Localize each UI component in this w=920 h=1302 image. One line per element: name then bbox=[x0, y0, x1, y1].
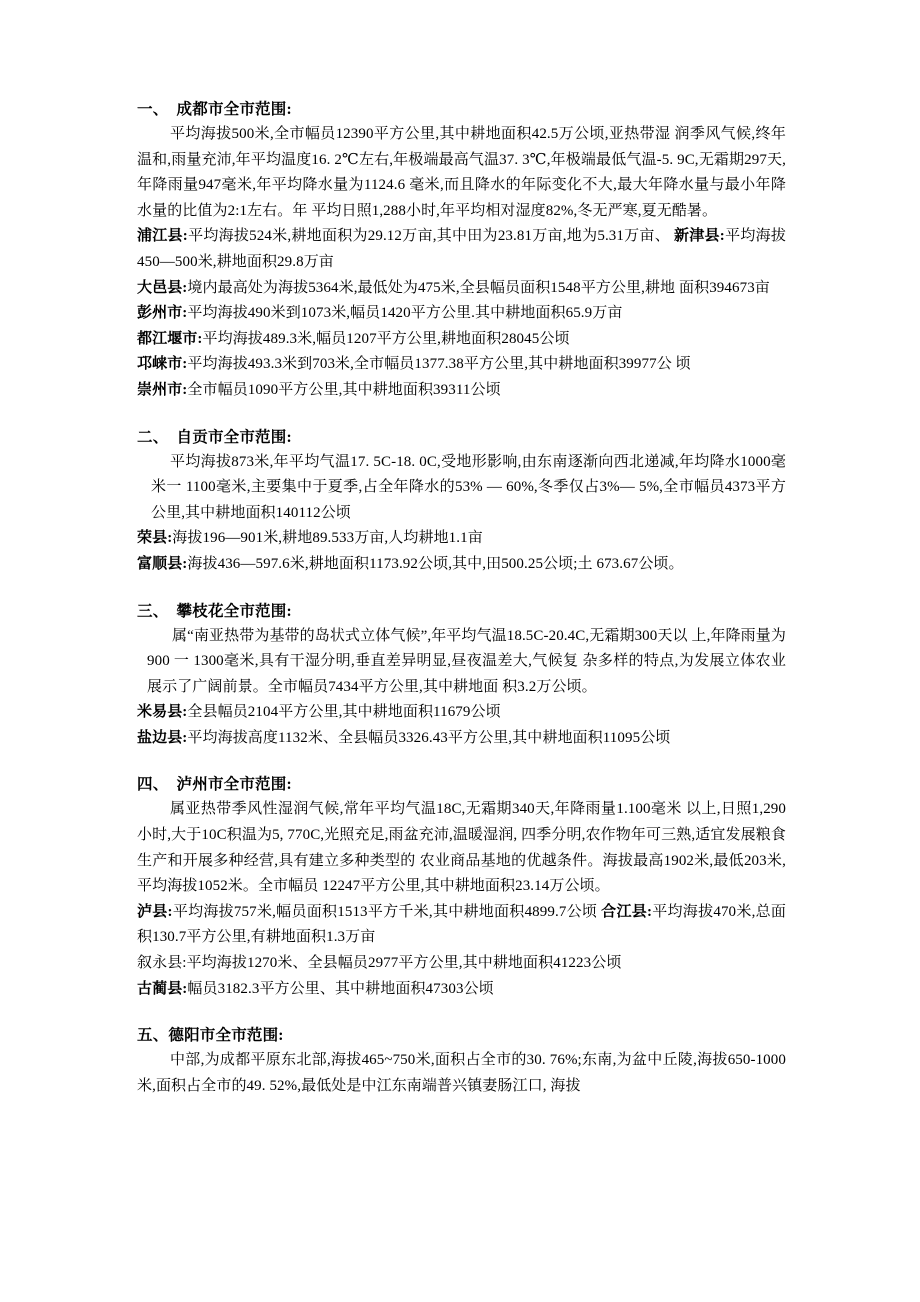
entry-text: 全县幅员2104平方公里,其中耕地面积11679公顷 bbox=[187, 704, 501, 721]
entry-label-secondary: 新津县: bbox=[674, 228, 725, 245]
entry-label: 浦江县: bbox=[137, 228, 188, 245]
entry-line bbox=[137, 726, 786, 752]
section-deyang bbox=[137, 1023, 786, 1099]
section-heading: 四、 泸州市全市范围: bbox=[137, 776, 292, 794]
entry-text: 平均海拔1270米、全县幅员2977平方公里,其中耕地面积41223公顷 bbox=[186, 955, 622, 972]
entry-line bbox=[137, 224, 786, 275]
section-luzhou bbox=[137, 772, 786, 1002]
section-heading: 三、 攀枝花全市范围: bbox=[137, 602, 292, 620]
entry-line bbox=[137, 378, 786, 404]
entry-label: 富顺县: bbox=[137, 555, 188, 572]
section-heading: 五、德阳市全市范围: bbox=[137, 1027, 284, 1045]
document-body bbox=[137, 97, 786, 1099]
entry-line bbox=[137, 552, 786, 578]
entry-line bbox=[137, 951, 786, 977]
entry-label: 彭州市: bbox=[137, 305, 188, 322]
entry-label: 都江堰市: bbox=[137, 330, 203, 347]
entry-line bbox=[137, 301, 786, 327]
section-zigong bbox=[137, 425, 786, 578]
section-paragraph: 中部,为成都平原东北部,海拔465~750米,面积占全市的30. 76%;东南,为盆中丘陵,海拔650-1000米,面积占全市的49. 52%,最低处是中江东南端普兴镇妻肠江口, 海拔 bbox=[137, 1052, 786, 1094]
entry-text-secondary: 平均海拔450—500米,耕地面积29.8万亩 bbox=[137, 228, 786, 270]
entry-label: 叙永县: bbox=[137, 955, 187, 972]
section-spacer bbox=[137, 578, 786, 599]
entry-text-secondary: 平均海拔470米,总面积130.7平方公里,有耕地面积1.3万亩 bbox=[137, 903, 786, 946]
section-paragraph: 平均海拔500米,全市幅员12390平方公里,其中耕地面积42.5万公顷,亚热带湿 润季风气候,终年温和,雨量充沛,年平均温度16. 2℃左右,年极端最高气温37. 3℃,年极端最低气温-5. 9C,无霜期297天,年降雨量947毫米,年平均降水量为1124.6 毫米,而且降水的年际变化不大,最大年降水量与最小年降水量的比值为2:1左右。年 平均日照1,288小时,年平均相对湿度82%,冬无严寒,夏无酷暑。 bbox=[137, 126, 786, 219]
entry-text: 平均海拔489.3米,幅员1207平方公里,耕地面积28045公顷 bbox=[202, 330, 570, 347]
entry-text: 平均海拔490米到1073米,幅员1420平方公里.其中耕地面积65.9万亩 bbox=[187, 305, 623, 322]
entry-text: 平均海拔高度1132米、全县幅员3326.43平方公里,其中耕地面积11095公顷 bbox=[187, 729, 671, 746]
section-paragraph: 属“南亚热带为基带的岛状式立体气候”,年平均气温18.5C-20.4C,无霜期300天以 上,年降雨量为900 一 1300毫米,具有干湿分明,垂直差异明显,昼夜温差大,气候复 杂多样的特点,为发展立体农业展示了广阔前景。全市幅员7434平方公里,其中耕地面 积3.2万公顷。 bbox=[147, 627, 786, 695]
entry-label: 泸县: bbox=[137, 903, 173, 920]
entry-label: 崇州市: bbox=[137, 381, 188, 398]
entry-line bbox=[137, 352, 786, 378]
entry-line bbox=[137, 977, 786, 1003]
entry-label: 荣县: bbox=[137, 530, 173, 547]
entry-label: 古蔺县: bbox=[137, 980, 188, 997]
section-chengdu bbox=[137, 97, 786, 404]
entry-label: 盐边县: bbox=[137, 729, 188, 746]
entry-label: 米易县: bbox=[137, 704, 188, 721]
entry-text: 平均海拔757米,幅员面积1513平方千米,其中耕地面积4899.7公顷 bbox=[172, 903, 602, 920]
entry-label: 邛崃市: bbox=[137, 356, 188, 373]
section-spacer bbox=[137, 1002, 786, 1023]
entry-line bbox=[137, 526, 786, 552]
entry-text: 全市幅员1090平方公里,其中耕地面积39311公顷 bbox=[187, 381, 501, 398]
entry-text: 海拔436—597.6米,耕地面积1173.92公顷,其中,田500.25公顷;土 673.67公顷。 bbox=[187, 555, 684, 572]
entry-label-secondary: 合江县: bbox=[601, 903, 653, 920]
entry-text: 幅员3182.3平方公里、其中耕地面积47303公顷 bbox=[187, 980, 494, 997]
entry-line bbox=[137, 327, 786, 353]
entry-text: 平均海拔524米,耕地面积为29.12万亩,其中田为23.81万亩,地为5.31万亩、 bbox=[187, 228, 674, 245]
entry-text: 平均海拔493.3米到703米,全市幅员1377.38平方公里,其中耕地面积39977公 顷 bbox=[187, 356, 691, 373]
section-paragraph: 平均海拔873米,年平均气温17. 5C-18. 0C,受地形影响,由东南逐渐向西北递减,年均降水1000毫米一 1100毫米,主要集中于夏季,占全年降水的53% — 60%,冬季仅占3%— 5%,全市幅员4373平方公里,其中耕地面积140112公顷 bbox=[151, 453, 786, 521]
entry-label: 大邑县: bbox=[137, 279, 188, 296]
section-paragraph: 属亚热带季风性湿润气候,常年平均气温18C,无霜期340天,年降雨量1.100毫米 以上,日照1,290小时,大于10C积温为5, 770C,光照充足,雨盆充沛,温暖湿润, 四季分明,农作物年可三熟,适宜发展粮食生产和开展多种经营,具有建立多种类型的 农业商品基地的优越条件。海拔最高1902米,最低203米,平均海拔1052米。全市幅员 12247平方公里,其中耕地面积23.14万公顷。 bbox=[137, 801, 786, 895]
entry-text: 海拔196—901米,耕地89.533万亩,人均耕地1.1亩 bbox=[172, 530, 483, 547]
section-spacer bbox=[137, 404, 786, 425]
entry-line bbox=[137, 900, 786, 951]
entry-line bbox=[137, 700, 786, 726]
entry-line bbox=[137, 276, 786, 302]
section-heading: 一、 成都市全市范围: bbox=[137, 101, 292, 118]
section-panzhihua bbox=[137, 599, 786, 752]
entry-text: 境内最高处为海拔5364米,最低处为475米,全县幅员面积1548平方公里,耕地 面积394673亩 bbox=[187, 279, 770, 296]
section-heading: 二、 自贡市全市范围: bbox=[137, 428, 292, 446]
section-spacer bbox=[137, 751, 786, 772]
